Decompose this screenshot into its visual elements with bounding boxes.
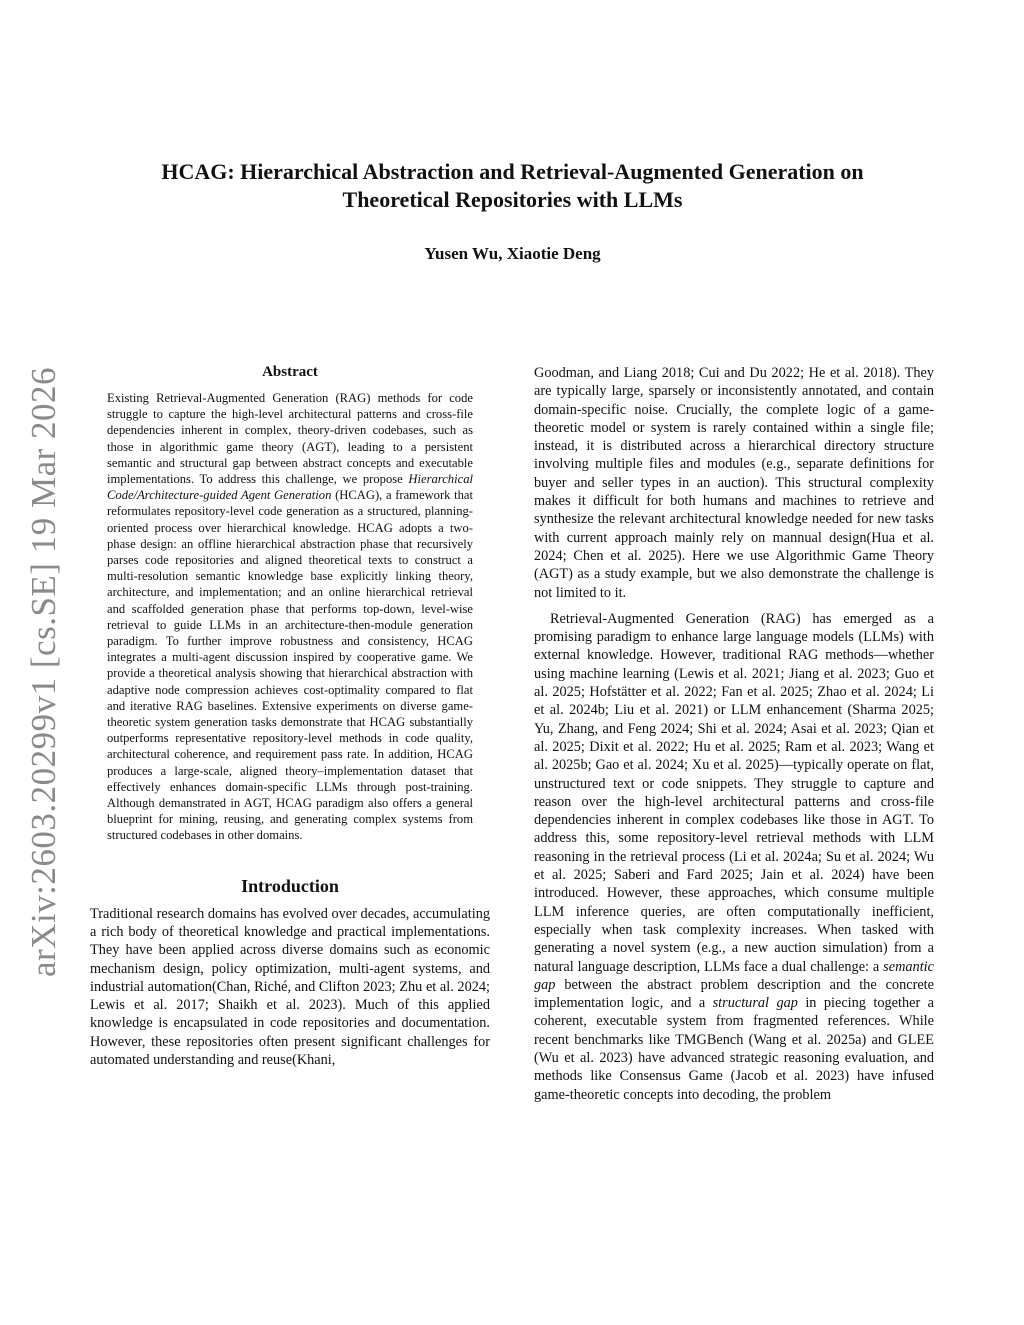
structural-gap-term: structural gap bbox=[712, 995, 798, 1012]
rag-text-c: in piecing together a coherent, executable system from fragmented references. While recent benchmarks like TMGBench (Wang et al. 2025a) and GLEE (Wu et al. 2023) have advanced strategic reasoning evaluation, and methods like Consensus Game (Jacob et al. 2023) have infused game-theoretic concepts into decoding, the problem bbox=[534, 995, 935, 1103]
arxiv-identifier-text: arXiv:2603.20299v1 [cs.SE] 19 Mar 2026 bbox=[24, 366, 64, 978]
paper-title bbox=[90, 158, 935, 214]
left-column bbox=[90, 364, 490, 1069]
rag-text-a: Retrieval-Augmented Generation (RAG) has emerged as a promising paradigm to enhance large language models (LLMs) with external knowledge. However, traditional RAG methods—whether using machine learning (Lewis et al. 2021; Jiang et al. 2023; Guo et al. 2025; Hofstätter et al. 2022; Fan et al. 2025; Zhao et al. 2024; Li et al. 2024b; Liu et al. 2021) or LLM enhancement (Sharma 2025; Yu, Zhang, and Feng 2024; Shi et al. 2024; Asai et al. 2023; Qian et al. 2025; Dixit et al. 2022; Hu et al. 2025; Ram et al. 2023; Wang et al. 2025b; Gao et al. 2024; Xu et al. 2025)—typically operate on flat, unstructured text or code snippets. They struggle to capture and reason over the high-level architectural patterns and cross-file dependencies inherent in complex codebases like those in AGT. To address this, some repository-level retrieval methods with LLM reasoning in the retrieval process (Li et al. 2024a; Su et al. 2024; Wu et al. 2025; Saberi and Fard 2025; Jain et al. 2024) have been introduced. However, these approaches, which consume multiple LLM inference queries, are often computationally inefficient, especially when task complexity increases. When tasked with generating a novel system (e.g., a new auction simulation) from a natural language description, LLMs face a dual challenge: a bbox=[534, 610, 934, 975]
arxiv-identifier bbox=[14, 366, 74, 978]
abstract-heading: Abstract bbox=[262, 364, 318, 380]
paper-title-line-2: Theoretical Repositories with LLMs bbox=[342, 187, 683, 212]
intro-continued-paragraph: Goodman, and Liang 2018; Cui and Du 2022; He et al. 2018). They are typically large, sparsely or inconsistently annotated, and contain domain-specific noise. Crucially, the complete logic of a game-theoretic model or system is rarely contained within a single file; instead, it is distributed across a hierarchical directory structure involving multiple files and modules (e.g., separate definitions for buyer and seller types in an auction). This structural complexity makes it difficult for both humans and machines to retrieve and synthesize the relevant architectural knowledge needed for new tasks with current approach mainly rely on mannual design(Hua et al. 2024; Chen et al. 2025). Here we use Algorithmic Game Theory (AGT) as a study example, but we also demonstrate the challenge is not limited to it. bbox=[534, 365, 934, 601]
paper-authors: Yusen Wu, Xiaotie Deng bbox=[424, 244, 601, 263]
introduction-heading: Introduction bbox=[241, 875, 339, 896]
abstract-text-2: (HCAG), a framework that reformulates repository-level code generation as a structured, planning-oriented process over hierarchical knowledge. HCAG adopts a two-phase design: an offline hierarchical abstraction phase that recursively parses code repositories and aligned theoretical texts to construct a multi-resolution semantic knowledge base explicitly linking theory, architecture, and implementation; and an online hierarchical retrieval and scaffolded generation phase that performs top-down, level-wise retrieval to guide LLMs in an architecture-then-module generation paradigm. To further improve robustness and consistency, HCAG integrates a multi-agent discussion inspired by cooperative game. We provide a theoretical analysis showing that hierarchical abstraction with adaptive node compression achieves cost-optimality compared to flat and iterative RAG baselines. Extensive experiments on diverse game-theoretic system generation tasks demonstrate that HCAG substantially outperforms representative repository-level methods in code quality, architectural coherence, and requirement pass rate. In addition, HCAG produces a large-scale, aligned theory–implementation dataset that effectively enhances domain-specific LLMs through post-training. Although demanstrated in AGT, HCAG paradigm also offers a general blueprint for mining, reusing, and generating complex systems from structured codebases in other domains. bbox=[107, 488, 473, 843]
abstract-body bbox=[107, 390, 473, 844]
rag-paragraph bbox=[534, 610, 934, 1104]
paper-title-line-1: HCAG: Hierarchical Abstraction and Retrieval-Augmented Generation on bbox=[161, 159, 864, 184]
semantic-gap-term: semantic gap bbox=[534, 958, 934, 993]
introduction-paragraph-1: Traditional research domains has evolved over decades, accumulating a rich body of theoretical knowledge and practical implementations. They have been applied across diverse domains such as economic mechanism design, policy optimization, multi-agent systems, and industrial automation(Chan, Riché, and Clifton 2023; Zhu et al. 2024; Lewis et al. 2017; Shaikh et al. 2023). Much of this applied knowledge is encapsulated in code repositories and documentation. However, these repositories often present significant challenges for automated understanding and reuse(Khani, bbox=[90, 905, 490, 1069]
right-column bbox=[534, 364, 934, 1104]
abstract-text-1: Existing Retrieval-Augmented Generation (RAG) methods for code struggle to capture the high-level architectural patterns and cross-file dependencies inherent in complex, theory-driven codebases, such as those in algorithmic game theory (AGT), leading to a persistent semantic and structural gap between abstract concepts and executable implementations. To address this challenge, we propose bbox=[107, 391, 473, 487]
abstract-italic-term: Hierarchical Code/Architecture-guided Agent Generation bbox=[107, 472, 473, 503]
rag-text-b: between the abstract problem description and the concrete implementation logic, and a bbox=[534, 976, 934, 1012]
